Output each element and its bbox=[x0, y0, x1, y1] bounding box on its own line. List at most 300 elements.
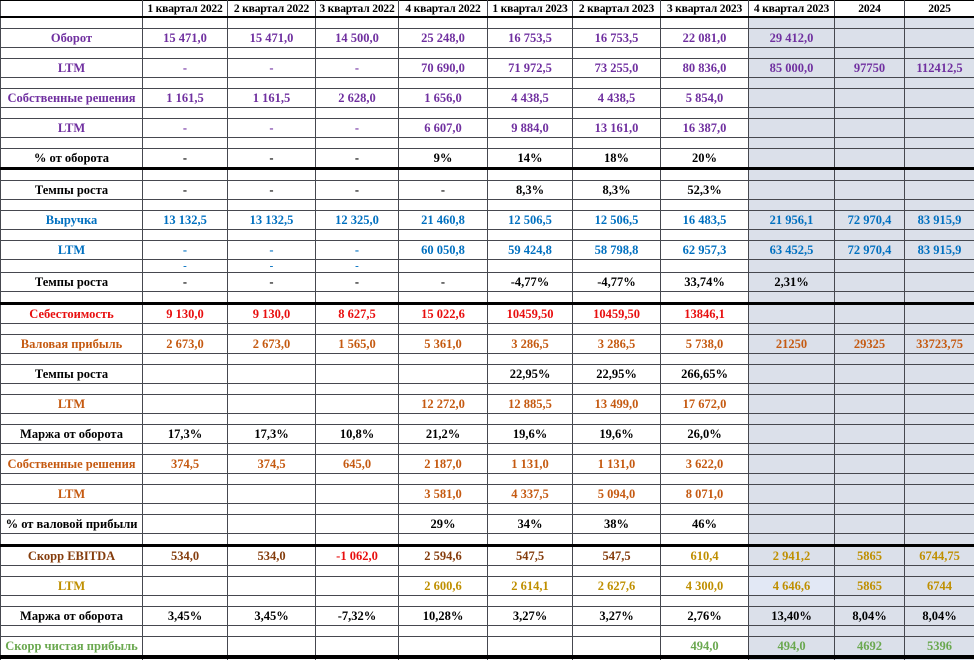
cell[interactable]: 13,40% bbox=[749, 607, 835, 626]
cell[interactable] bbox=[573, 17, 661, 29]
cell[interactable]: - bbox=[143, 273, 228, 292]
cell[interactable] bbox=[228, 485, 316, 504]
cell[interactable]: - bbox=[143, 260, 228, 273]
cell[interactable]: 1 656,0 bbox=[399, 89, 488, 108]
cell[interactable]: 1 565,0 bbox=[316, 335, 399, 354]
cell[interactable] bbox=[228, 534, 316, 546]
cell[interactable] bbox=[316, 138, 399, 149]
cell[interactable] bbox=[143, 395, 228, 414]
cell[interactable]: 534,0 bbox=[143, 546, 228, 566]
cell[interactable] bbox=[316, 354, 399, 365]
cell[interactable] bbox=[488, 292, 573, 304]
cell[interactable] bbox=[661, 324, 749, 335]
cell[interactable] bbox=[573, 637, 661, 658]
cell[interactable]: 2 673,0 bbox=[228, 335, 316, 354]
cell[interactable]: 20% bbox=[661, 149, 749, 169]
cell[interactable]: 2 187,0 bbox=[399, 455, 488, 474]
cell[interactable] bbox=[316, 577, 399, 596]
cell[interactable]: 26,0% bbox=[661, 425, 749, 444]
cell[interactable] bbox=[835, 455, 905, 474]
cell[interactable] bbox=[488, 596, 573, 607]
cell[interactable]: 17,3% bbox=[228, 425, 316, 444]
cell[interactable] bbox=[488, 108, 573, 119]
cell[interactable] bbox=[749, 149, 835, 169]
cell[interactable]: 16 483,5 bbox=[661, 211, 749, 230]
cell[interactable]: 3 581,0 bbox=[399, 485, 488, 504]
cell[interactable] bbox=[661, 566, 749, 577]
cell[interactable] bbox=[316, 48, 399, 59]
cell[interactable] bbox=[905, 17, 974, 29]
cell[interactable] bbox=[143, 384, 228, 395]
corner-cell[interactable] bbox=[1, 1, 143, 18]
cell[interactable] bbox=[661, 48, 749, 59]
cell[interactable] bbox=[905, 504, 974, 515]
cell[interactable]: 33,74% bbox=[661, 273, 749, 292]
cell[interactable]: 22,95% bbox=[488, 365, 573, 384]
cell[interactable] bbox=[749, 354, 835, 365]
cell[interactable] bbox=[228, 108, 316, 119]
cell[interactable]: 5 738,0 bbox=[661, 335, 749, 354]
cell[interactable]: 71 972,5 bbox=[488, 59, 573, 78]
cell[interactable] bbox=[835, 474, 905, 485]
cell[interactable] bbox=[749, 365, 835, 384]
cell[interactable] bbox=[905, 444, 974, 455]
cell[interactable]: 29325 bbox=[835, 335, 905, 354]
cell[interactable] bbox=[316, 108, 399, 119]
cell[interactable] bbox=[835, 504, 905, 515]
cell[interactable] bbox=[228, 48, 316, 59]
cell[interactable] bbox=[316, 230, 399, 241]
cell[interactable] bbox=[143, 169, 228, 181]
cell[interactable] bbox=[573, 200, 661, 211]
cell[interactable]: - bbox=[399, 273, 488, 292]
cell[interactable] bbox=[143, 292, 228, 304]
cell[interactable] bbox=[143, 230, 228, 241]
cell[interactable] bbox=[143, 626, 228, 637]
cell[interactable]: 29 412,0 bbox=[749, 29, 835, 48]
cell[interactable] bbox=[835, 304, 905, 324]
cell[interactable]: 8,3% bbox=[488, 181, 573, 200]
cell[interactable]: 8 627,5 bbox=[316, 304, 399, 324]
cell[interactable] bbox=[661, 108, 749, 119]
row-label[interactable] bbox=[1, 200, 143, 211]
cell[interactable] bbox=[143, 515, 228, 534]
cell[interactable] bbox=[835, 17, 905, 29]
cell[interactable] bbox=[835, 78, 905, 89]
cell[interactable]: 13 132,5 bbox=[143, 211, 228, 230]
cell[interactable] bbox=[399, 292, 488, 304]
cell[interactable] bbox=[573, 48, 661, 59]
cell[interactable]: 3,27% bbox=[573, 607, 661, 626]
cell[interactable] bbox=[573, 292, 661, 304]
cell[interactable] bbox=[905, 89, 974, 108]
cell[interactable]: 85 000,0 bbox=[749, 59, 835, 78]
cell[interactable] bbox=[399, 260, 488, 273]
cell[interactable] bbox=[905, 354, 974, 365]
cell[interactable] bbox=[573, 138, 661, 149]
cell[interactable]: 10,28% bbox=[399, 607, 488, 626]
cell[interactable]: 16 387,0 bbox=[661, 119, 749, 138]
cell[interactable] bbox=[228, 138, 316, 149]
row-label[interactable] bbox=[1, 169, 143, 181]
cell[interactable] bbox=[835, 260, 905, 273]
cell[interactable] bbox=[573, 414, 661, 425]
column-header[interactable]: 2 квартал 2023 bbox=[573, 1, 661, 18]
cell[interactable] bbox=[835, 566, 905, 577]
cell[interactable] bbox=[749, 17, 835, 29]
cell[interactable] bbox=[316, 504, 399, 515]
cell[interactable] bbox=[835, 384, 905, 395]
cell[interactable] bbox=[399, 504, 488, 515]
cell[interactable]: 12 506,5 bbox=[573, 211, 661, 230]
cell[interactable]: 21 460,8 bbox=[399, 211, 488, 230]
cell[interactable]: 4 438,5 bbox=[573, 89, 661, 108]
cell[interactable] bbox=[228, 230, 316, 241]
cell[interactable] bbox=[488, 444, 573, 455]
cell[interactable] bbox=[399, 108, 488, 119]
row-label[interactable] bbox=[1, 504, 143, 515]
row-label[interactable] bbox=[1, 534, 143, 546]
cell[interactable]: - bbox=[228, 59, 316, 78]
cell[interactable]: 12 325,0 bbox=[316, 211, 399, 230]
cell[interactable]: 9% bbox=[399, 149, 488, 169]
row-label[interactable] bbox=[1, 260, 143, 273]
cell[interactable]: 4 300,0 bbox=[661, 577, 749, 596]
cell[interactable] bbox=[835, 89, 905, 108]
cell[interactable]: -1 062,0 bbox=[316, 546, 399, 566]
cell[interactable]: 3,45% bbox=[228, 607, 316, 626]
cell[interactable]: - bbox=[316, 119, 399, 138]
cell[interactable] bbox=[399, 200, 488, 211]
row-label[interactable] bbox=[1, 566, 143, 577]
cell[interactable] bbox=[488, 504, 573, 515]
cell[interactable] bbox=[228, 354, 316, 365]
row-label[interactable]: Себестоимость bbox=[1, 304, 143, 324]
cell[interactable] bbox=[143, 474, 228, 485]
cell[interactable] bbox=[905, 365, 974, 384]
cell[interactable] bbox=[488, 354, 573, 365]
cell[interactable] bbox=[228, 596, 316, 607]
cell[interactable] bbox=[661, 230, 749, 241]
cell[interactable]: 14 500,0 bbox=[316, 29, 399, 48]
cell[interactable] bbox=[143, 17, 228, 29]
cell[interactable]: 5396 bbox=[905, 637, 974, 658]
cell[interactable] bbox=[399, 230, 488, 241]
cell[interactable] bbox=[316, 474, 399, 485]
row-label[interactable] bbox=[1, 324, 143, 335]
cell[interactable] bbox=[749, 504, 835, 515]
row-label[interactable] bbox=[1, 626, 143, 637]
cell[interactable] bbox=[661, 78, 749, 89]
cell[interactable] bbox=[835, 48, 905, 59]
cell[interactable] bbox=[399, 78, 488, 89]
row-label[interactable] bbox=[1, 17, 143, 29]
cell[interactable]: 2 627,6 bbox=[573, 577, 661, 596]
cell[interactable] bbox=[228, 78, 316, 89]
cell[interactable]: 14% bbox=[488, 149, 573, 169]
cell[interactable]: 1 131,0 bbox=[573, 455, 661, 474]
cell[interactable] bbox=[749, 200, 835, 211]
cell[interactable]: - bbox=[316, 149, 399, 169]
cell[interactable] bbox=[316, 200, 399, 211]
column-header[interactable]: 1 квартал 2022 bbox=[143, 1, 228, 18]
cell[interactable] bbox=[316, 365, 399, 384]
cell[interactable]: 70 690,0 bbox=[399, 59, 488, 78]
cell[interactable]: - bbox=[143, 59, 228, 78]
cell[interactable]: - bbox=[143, 119, 228, 138]
row-label[interactable]: Темпы роста bbox=[1, 181, 143, 200]
row-label[interactable] bbox=[1, 596, 143, 607]
cell[interactable] bbox=[835, 515, 905, 534]
cell[interactable] bbox=[905, 273, 974, 292]
cell[interactable]: 25 248,0 bbox=[399, 29, 488, 48]
row-label[interactable]: LTM bbox=[1, 395, 143, 414]
cell[interactable] bbox=[661, 138, 749, 149]
cell[interactable] bbox=[661, 292, 749, 304]
cell[interactable] bbox=[835, 292, 905, 304]
cell[interactable]: 21250 bbox=[749, 335, 835, 354]
cell[interactable]: 13 499,0 bbox=[573, 395, 661, 414]
cell[interactable]: 5865 bbox=[835, 577, 905, 596]
cell[interactable]: 17,3% bbox=[143, 425, 228, 444]
cell[interactable] bbox=[835, 626, 905, 637]
cell[interactable] bbox=[399, 354, 488, 365]
cell[interactable] bbox=[488, 169, 573, 181]
cell[interactable]: 16 753,5 bbox=[573, 29, 661, 48]
cell[interactable]: 15 022,6 bbox=[399, 304, 488, 324]
cell[interactable]: 374,5 bbox=[228, 455, 316, 474]
cell[interactable] bbox=[905, 425, 974, 444]
cell[interactable] bbox=[573, 324, 661, 335]
cell[interactable]: 266,65% bbox=[661, 365, 749, 384]
cell[interactable] bbox=[905, 181, 974, 200]
cell[interactable] bbox=[316, 292, 399, 304]
cell[interactable] bbox=[749, 474, 835, 485]
cell[interactable] bbox=[143, 78, 228, 89]
row-label[interactable]: % от оборота bbox=[1, 149, 143, 169]
cell[interactable] bbox=[905, 260, 974, 273]
cell[interactable] bbox=[316, 444, 399, 455]
cell[interactable]: - bbox=[316, 273, 399, 292]
cell[interactable] bbox=[905, 384, 974, 395]
cell[interactable] bbox=[143, 354, 228, 365]
cell[interactable] bbox=[749, 485, 835, 504]
cell[interactable] bbox=[749, 169, 835, 181]
cell[interactable] bbox=[835, 425, 905, 444]
cell[interactable] bbox=[749, 626, 835, 637]
cell[interactable]: 5865 bbox=[835, 546, 905, 566]
column-header[interactable]: 2 квартал 2022 bbox=[228, 1, 316, 18]
row-label[interactable]: Маржа от оборота bbox=[1, 607, 143, 626]
cell[interactable] bbox=[488, 78, 573, 89]
cell[interactable] bbox=[228, 444, 316, 455]
cell[interactable]: 2,31% bbox=[749, 273, 835, 292]
cell[interactable]: 1 161,5 bbox=[228, 89, 316, 108]
cell[interactable] bbox=[749, 384, 835, 395]
cell[interactable] bbox=[143, 108, 228, 119]
cell[interactable] bbox=[905, 48, 974, 59]
cell[interactable] bbox=[399, 444, 488, 455]
cell[interactable] bbox=[835, 395, 905, 414]
cell[interactable] bbox=[316, 169, 399, 181]
cell[interactable]: - bbox=[143, 149, 228, 169]
cell[interactable]: 8,04% bbox=[835, 607, 905, 626]
cell[interactable] bbox=[905, 474, 974, 485]
cell[interactable] bbox=[749, 48, 835, 59]
cell[interactable] bbox=[905, 169, 974, 181]
cell[interactable] bbox=[316, 637, 399, 658]
cell[interactable]: 6744,75 bbox=[905, 546, 974, 566]
row-label[interactable] bbox=[1, 474, 143, 485]
cell[interactable]: 494,0 bbox=[661, 637, 749, 658]
cell[interactable]: 2 600,6 bbox=[399, 577, 488, 596]
cell[interactable] bbox=[661, 354, 749, 365]
cell[interactable]: 18% bbox=[573, 149, 661, 169]
cell[interactable] bbox=[573, 384, 661, 395]
cell[interactable] bbox=[316, 626, 399, 637]
cell[interactable] bbox=[573, 78, 661, 89]
cell[interactable]: 3 622,0 bbox=[661, 455, 749, 474]
cell[interactable]: 60 050,8 bbox=[399, 241, 488, 260]
cell[interactable] bbox=[143, 48, 228, 59]
cell[interactable] bbox=[749, 108, 835, 119]
row-label[interactable]: Скорр EBITDA bbox=[1, 546, 143, 566]
cell[interactable] bbox=[835, 534, 905, 546]
cell[interactable]: 4 438,5 bbox=[488, 89, 573, 108]
cell[interactable] bbox=[143, 444, 228, 455]
cell[interactable] bbox=[749, 292, 835, 304]
cell[interactable]: 72 970,4 bbox=[835, 241, 905, 260]
cell[interactable]: 13 132,5 bbox=[228, 211, 316, 230]
cell[interactable] bbox=[661, 504, 749, 515]
cell[interactable]: 10459,50 bbox=[488, 304, 573, 324]
cell[interactable] bbox=[905, 455, 974, 474]
cell[interactable] bbox=[488, 200, 573, 211]
cell[interactable] bbox=[399, 596, 488, 607]
cell[interactable] bbox=[316, 485, 399, 504]
column-header[interactable]: 3 квартал 2022 bbox=[316, 1, 399, 18]
cell[interactable]: 83 915,9 bbox=[905, 241, 974, 260]
cell[interactable]: 2 628,0 bbox=[316, 89, 399, 108]
cell[interactable]: 4 337,5 bbox=[488, 485, 573, 504]
row-label[interactable]: Валовая прибыль bbox=[1, 335, 143, 354]
row-label[interactable]: LTM bbox=[1, 577, 143, 596]
cell[interactable] bbox=[661, 534, 749, 546]
row-label[interactable]: LTM bbox=[1, 59, 143, 78]
cell[interactable] bbox=[573, 108, 661, 119]
cell[interactable]: 2 941,2 bbox=[749, 546, 835, 566]
cell[interactable]: 15 471,0 bbox=[228, 29, 316, 48]
cell[interactable] bbox=[835, 414, 905, 425]
cell[interactable] bbox=[228, 365, 316, 384]
cell[interactable] bbox=[749, 395, 835, 414]
cell[interactable]: 46% bbox=[661, 515, 749, 534]
cell[interactable]: 58 798,8 bbox=[573, 241, 661, 260]
row-label[interactable] bbox=[1, 444, 143, 455]
cell[interactable]: 112412,5 bbox=[905, 59, 974, 78]
cell[interactable] bbox=[905, 29, 974, 48]
cell[interactable]: 83 915,9 bbox=[905, 211, 974, 230]
cell[interactable] bbox=[835, 119, 905, 138]
row-label[interactable] bbox=[1, 384, 143, 395]
cell[interactable] bbox=[399, 566, 488, 577]
cell[interactable] bbox=[399, 534, 488, 546]
cell[interactable]: 374,5 bbox=[143, 455, 228, 474]
cell[interactable]: 10459,50 bbox=[573, 304, 661, 324]
cell[interactable] bbox=[835, 200, 905, 211]
cell[interactable] bbox=[749, 230, 835, 241]
cell[interactable] bbox=[399, 48, 488, 59]
cell[interactable] bbox=[835, 138, 905, 149]
cell[interactable] bbox=[835, 149, 905, 169]
cell[interactable] bbox=[749, 444, 835, 455]
cell[interactable] bbox=[143, 138, 228, 149]
cell[interactable] bbox=[749, 260, 835, 273]
cell[interactable] bbox=[143, 414, 228, 425]
cell[interactable] bbox=[488, 626, 573, 637]
cell[interactable] bbox=[143, 566, 228, 577]
cell[interactable] bbox=[399, 169, 488, 181]
cell[interactable] bbox=[228, 637, 316, 658]
cell[interactable]: - bbox=[316, 260, 399, 273]
cell[interactable] bbox=[228, 200, 316, 211]
cell[interactable] bbox=[573, 534, 661, 546]
cell[interactable] bbox=[661, 626, 749, 637]
cell[interactable] bbox=[228, 384, 316, 395]
cell[interactable] bbox=[228, 324, 316, 335]
cell[interactable] bbox=[749, 119, 835, 138]
cell[interactable]: 29% bbox=[399, 515, 488, 534]
cell[interactable]: 21 956,1 bbox=[749, 211, 835, 230]
cell[interactable] bbox=[316, 324, 399, 335]
cell[interactable]: - bbox=[143, 241, 228, 260]
column-header[interactable]: 4 квартал 2023 bbox=[749, 1, 835, 18]
cell[interactable] bbox=[905, 534, 974, 546]
cell[interactable]: 63 452,5 bbox=[749, 241, 835, 260]
cell[interactable]: - bbox=[228, 273, 316, 292]
cell[interactable] bbox=[661, 444, 749, 455]
row-label[interactable] bbox=[1, 414, 143, 425]
cell[interactable]: 12 506,5 bbox=[488, 211, 573, 230]
cell[interactable] bbox=[488, 637, 573, 658]
row-label[interactable]: Оборот bbox=[1, 29, 143, 48]
cell[interactable] bbox=[835, 365, 905, 384]
cell[interactable] bbox=[228, 292, 316, 304]
cell[interactable] bbox=[228, 577, 316, 596]
cell[interactable] bbox=[749, 89, 835, 108]
cell[interactable] bbox=[143, 637, 228, 658]
cell[interactable] bbox=[749, 414, 835, 425]
column-header[interactable]: 2024 bbox=[835, 1, 905, 18]
cell[interactable]: 645,0 bbox=[316, 455, 399, 474]
cell[interactable] bbox=[399, 626, 488, 637]
cell[interactable] bbox=[661, 200, 749, 211]
cell[interactable] bbox=[835, 230, 905, 241]
cell[interactable] bbox=[905, 149, 974, 169]
row-label[interactable]: % от валовой прибыли bbox=[1, 515, 143, 534]
cell[interactable]: - bbox=[228, 260, 316, 273]
cell[interactable] bbox=[749, 515, 835, 534]
cell[interactable] bbox=[316, 596, 399, 607]
cell[interactable]: 62 957,3 bbox=[661, 241, 749, 260]
cell[interactable] bbox=[316, 414, 399, 425]
cell[interactable]: 9 130,0 bbox=[228, 304, 316, 324]
cell[interactable] bbox=[143, 485, 228, 504]
row-label[interactable] bbox=[1, 354, 143, 365]
cell[interactable]: 16 753,5 bbox=[488, 29, 573, 48]
row-label[interactable]: Маржа от оборота bbox=[1, 425, 143, 444]
cell[interactable] bbox=[488, 324, 573, 335]
